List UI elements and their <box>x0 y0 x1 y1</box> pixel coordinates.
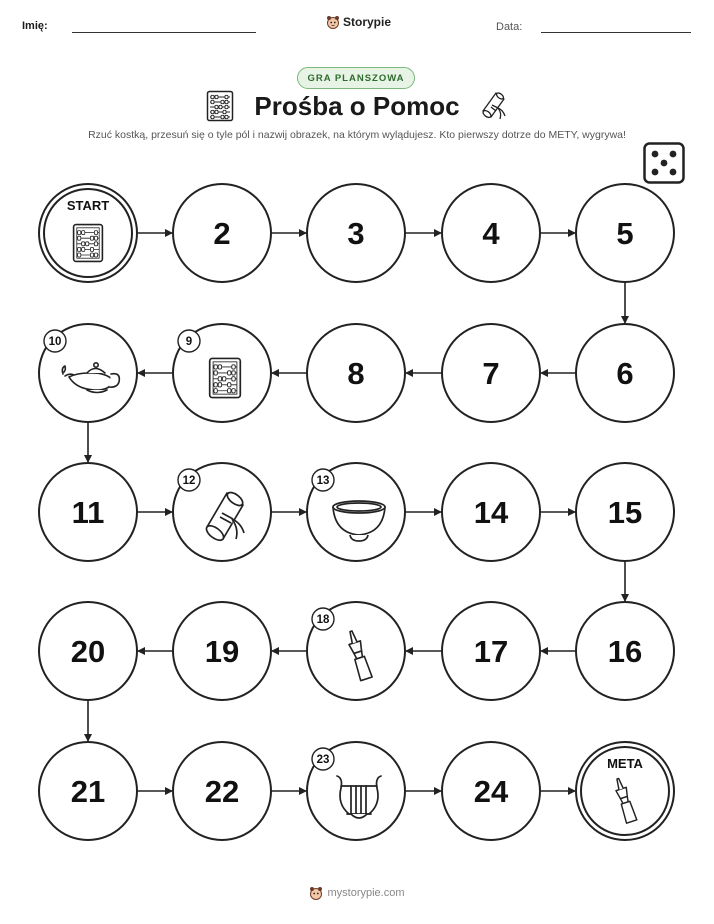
space-number: 16 <box>607 634 643 669</box>
board-space-21[interactable] <box>39 742 137 840</box>
abacus-icon <box>74 225 103 262</box>
board-space-9[interactable] <box>173 324 271 422</box>
space-number-small: 13 <box>316 475 330 488</box>
board-space-8[interactable] <box>307 324 405 422</box>
space-number: 7 <box>482 356 500 391</box>
board-space-22[interactable] <box>173 742 271 840</box>
space-number: 17 <box>473 634 509 669</box>
board-space-18[interactable] <box>307 602 405 700</box>
space-number-small: 23 <box>316 754 330 767</box>
space-number-small: 12 <box>182 475 196 488</box>
abacus-icon <box>210 358 241 397</box>
instructions: Rzuć kostką, przesuń się o tyle pól i nazwij obrazek, na którym wylądujesz. Kto pierwszy dotrze do METY, wygrywa! <box>88 129 626 141</box>
finish-label: META <box>607 756 643 771</box>
space-number: 15 <box>607 495 643 530</box>
board-space-15[interactable] <box>576 463 674 561</box>
page-title: Prośba o Pomoc <box>254 91 460 121</box>
space-number: 4 <box>482 216 500 251</box>
board-space-6[interactable] <box>576 324 674 422</box>
board-space-11[interactable] <box>39 463 137 561</box>
space-number: 3 <box>347 216 365 251</box>
space-number-small: 18 <box>316 614 330 627</box>
board-space-25[interactable] <box>576 742 674 840</box>
name-label: Imię: <box>22 20 48 32</box>
space-number: 5 <box>616 216 634 251</box>
board-space-13[interactable] <box>307 463 405 561</box>
board-space-10[interactable] <box>39 324 137 422</box>
board-space-7[interactable] <box>442 324 540 422</box>
space-number-small: 9 <box>185 336 193 349</box>
board-space-19[interactable] <box>173 602 271 700</box>
space-number: 20 <box>70 634 106 669</box>
space-number: 2 <box>213 216 231 251</box>
start-label: START <box>66 198 110 213</box>
board-space-12[interactable] <box>173 463 271 561</box>
board-space-16[interactable] <box>576 602 674 700</box>
space-number: 24 <box>473 774 509 809</box>
space-number: 19 <box>204 634 240 669</box>
board-space-24[interactable] <box>442 742 540 840</box>
board-space-14[interactable] <box>442 463 540 561</box>
board-space-3[interactable] <box>307 184 405 282</box>
game-type-badge: GRA PLANSZOWA <box>297 67 415 89</box>
space-number: 11 <box>71 495 105 530</box>
brand-name: Storypie <box>343 15 392 29</box>
space-number: 22 <box>204 774 240 809</box>
footer-url[interactable]: mystorypie.com <box>327 887 405 899</box>
space-number: 14 <box>473 495 509 530</box>
board-space-1[interactable] <box>39 184 137 282</box>
board-space-17[interactable] <box>442 602 540 700</box>
date-label: Data: <box>496 21 523 33</box>
space-number: 6 <box>616 356 634 391</box>
space-number-small: 10 <box>48 336 62 349</box>
board-space-2[interactable] <box>173 184 271 282</box>
board-space-5[interactable] <box>576 184 674 282</box>
storypie-mascot-icon <box>309 886 323 900</box>
space-number: 8 <box>347 356 365 391</box>
space-number: 21 <box>70 774 106 809</box>
footer <box>0 886 714 900</box>
board-space-20[interactable] <box>39 602 137 700</box>
board-space-4[interactable] <box>442 184 540 282</box>
board-space-23[interactable] <box>307 742 405 840</box>
